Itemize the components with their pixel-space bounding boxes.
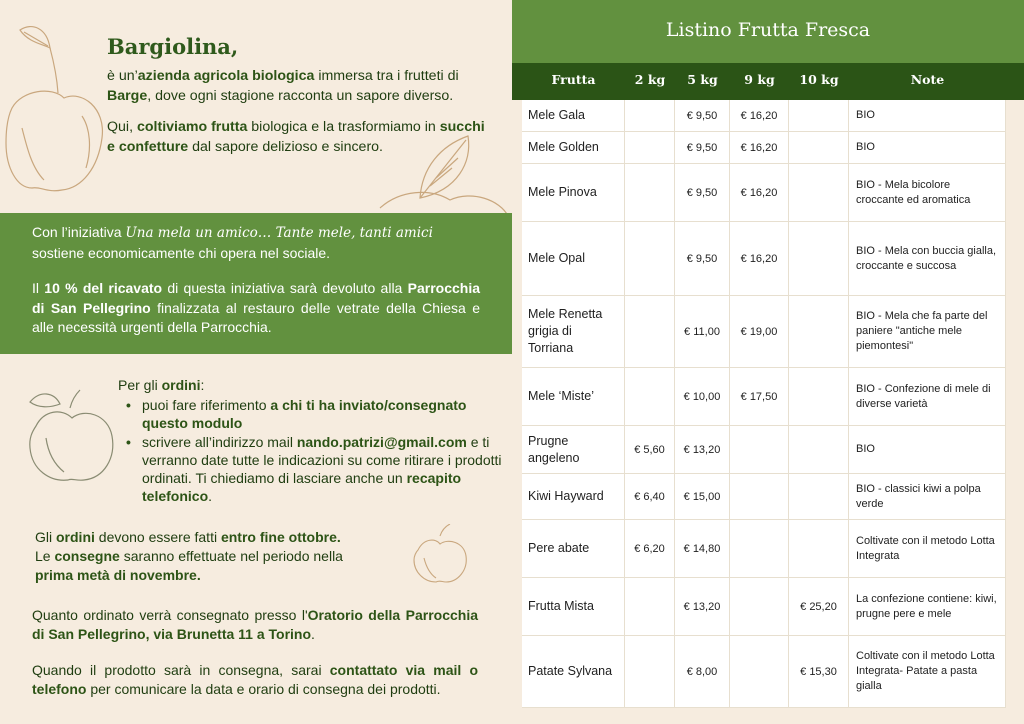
price-9kg	[730, 474, 789, 520]
intro-paragraph: è un’azienda agricola biologica immersa tra i frutteti di Barge, dove ogni stagione racconta un sapore diverso.	[107, 68, 459, 104]
apple-sketch-icon	[410, 524, 470, 584]
price-5kg: € 9,50	[675, 100, 730, 132]
fruit-note: BIO - Confezione di mele di diverse varietà	[849, 368, 1006, 426]
price-2kg	[625, 578, 675, 636]
table-row	[512, 474, 1024, 520]
price-5kg: € 13,20	[675, 426, 730, 474]
apple-sketch-icon	[2, 18, 112, 198]
header-note: Note	[910, 72, 945, 87]
price-2kg: € 6,40	[625, 474, 675, 520]
fruit-name: Pere abate	[522, 520, 625, 578]
price-5kg: € 9,50	[675, 222, 730, 296]
email-link[interactable]: nando.patrizi@gmail.com	[296, 433, 467, 450]
price-10kg	[789, 426, 849, 474]
table-row	[512, 222, 1024, 296]
fruit-name: Mele Renetta grigia di Torriana	[522, 296, 625, 368]
table-row	[512, 636, 1024, 708]
orders-list	[118, 396, 503, 505]
price-10kg	[789, 296, 849, 368]
fruit-note: BIO	[849, 100, 1006, 132]
price-5kg: € 11,00	[675, 296, 730, 368]
fruit-name: Patate Sylvana	[522, 636, 625, 708]
price-9kg: € 17,50	[730, 368, 789, 426]
fruit-note: BIO	[849, 426, 1006, 474]
fruit-name: Mele ‘Miste’	[522, 368, 625, 426]
table-row	[512, 100, 1024, 132]
price-2kg	[625, 222, 675, 296]
orders-lead: Per gli ordini:	[118, 377, 205, 393]
price-5kg: € 14,80	[675, 520, 730, 578]
price-9kg	[730, 520, 789, 578]
price-10kg: € 15,30	[789, 636, 849, 708]
initiative-band	[0, 213, 512, 354]
deadline-info: Gli ordini devono essere fatti entro fine ottobre. Le consegne saranno effettuate nel periodo nella prima metà di novembre.	[35, 529, 343, 583]
price-10kg	[789, 222, 849, 296]
price-5kg: € 8,00	[675, 636, 730, 708]
price-2kg	[625, 164, 675, 222]
list-item: • scrivere all’indirizzo mail nando.patrizi@gmail.com e ti verranno date tutte le indicazioni su come ritirare i prodotti ordinati. Ti chiediamo di lasciare anche un recapito telefonico.	[118, 433, 503, 506]
price-2kg	[625, 368, 675, 426]
price-10kg	[789, 474, 849, 520]
fruit-name: Frutta Mista	[522, 578, 625, 636]
price-2kg	[625, 100, 675, 132]
fruit-note: BIO - Mela bicolore croccante ed aromatica	[849, 164, 1006, 222]
price-2kg: € 6,20	[625, 520, 675, 578]
orders-info	[118, 376, 503, 505]
price-5kg: € 10,00	[675, 368, 730, 426]
price-5kg: € 13,20	[675, 578, 730, 636]
price-10kg	[789, 164, 849, 222]
table-row	[512, 368, 1024, 426]
price-9kg	[730, 426, 789, 474]
price-9kg: € 16,20	[730, 100, 789, 132]
price-5kg: € 9,50	[675, 132, 730, 164]
price-9kg: € 16,20	[730, 132, 789, 164]
apple-sketch-icon	[22, 386, 122, 486]
fruit-note: BIO	[849, 132, 1006, 164]
intro-text	[107, 34, 487, 157]
header-frutta: Frutta	[551, 72, 596, 87]
header-9kg: 9 kg	[744, 72, 775, 87]
price-list-panel	[512, 0, 1024, 724]
price-list-title: Listino Frutta Fresca	[512, 0, 1024, 63]
brand-name: Bargiolina,	[107, 34, 239, 59]
table-row	[512, 426, 1024, 474]
delivery-info: Quanto ordinato verrà consegnato presso l'Oratorio della Parrocchia di San Pellegrino, via Brunetta 11 a Torino.	[32, 607, 478, 642]
table-row	[512, 578, 1024, 636]
price-2kg	[625, 132, 675, 164]
fruit-note: BIO - Mela che fa parte del paniere "antiche mele piemontesi"	[849, 296, 1006, 368]
table-row	[512, 296, 1024, 368]
fruit-note: BIO - classici kiwi a polpa verde	[849, 474, 1006, 520]
price-9kg	[730, 578, 789, 636]
header-5kg: 5 kg	[687, 72, 718, 87]
price-9kg: € 16,20	[730, 164, 789, 222]
price-10kg	[789, 520, 849, 578]
fruit-note: BIO - Mela con buccia gialla, croccante e succosa	[849, 222, 1006, 296]
fruit-name: Prugne angeleno	[522, 426, 625, 474]
price-10kg	[789, 368, 849, 426]
price-10kg: € 25,20	[789, 578, 849, 636]
table-row	[512, 132, 1024, 164]
price-10kg	[789, 132, 849, 164]
fruit-name: Kiwi Hayward	[522, 474, 625, 520]
price-2kg: € 5,60	[625, 426, 675, 474]
table-row	[512, 520, 1024, 578]
price-10kg	[789, 100, 849, 132]
initiative-paragraph: Con l’iniziativa Una mela un amico… Tante mele, tanti amici sostiene economicamente chi opera nel sociale.	[32, 224, 433, 261]
price-9kg	[730, 636, 789, 708]
fruit-note: Coltivate con il metodo Lotta Integrata- Patate a pasta gialla	[849, 636, 1006, 708]
price-9kg: € 19,00	[730, 296, 789, 368]
price-2kg	[625, 636, 675, 708]
fruit-name: Mele Pinova	[522, 164, 625, 222]
header-2kg: 2 kg	[634, 72, 666, 87]
fruit-name: Mele Opal	[522, 222, 625, 296]
price-5kg: € 15,00	[675, 474, 730, 520]
header-10kg: 10 kg	[799, 72, 839, 87]
intro-paragraph: Qui, coltiviamo frutta biologica e la trasformiamo in succhi e confetture dal sapore delizioso e sincero.	[107, 119, 485, 155]
price-5kg: € 9,50	[675, 164, 730, 222]
donation-paragraph: Il 10 % del ricavato di questa iniziativa sarà devoluto alla Parrocchia di San Pellegrino finalizzata al restauro delle vetrate della Chiesa e alle necessità urgenti della Parrocchia.	[32, 280, 480, 335]
fruit-note: La confezione contiene: kiwi, prugne pere e mele	[849, 578, 1006, 636]
table-header	[512, 63, 1024, 100]
list-item: • puoi fare riferimento a chi ti ha inviato/consegnato questo modulo	[118, 396, 503, 432]
fruit-name: Mele Gala	[522, 100, 625, 132]
table-row	[512, 164, 1024, 222]
fruit-note: Coltivate con il metodo Lotta Integrata	[849, 520, 1006, 578]
fruit-name: Mele Golden	[522, 132, 625, 164]
price-2kg	[625, 296, 675, 368]
price-9kg: € 16,20	[730, 222, 789, 296]
contact-info: Quando il prodotto sarà in consegna, sarai contattato via mail o telefono per comunicare la data e orario di consegna dei prodotti.	[32, 662, 478, 697]
